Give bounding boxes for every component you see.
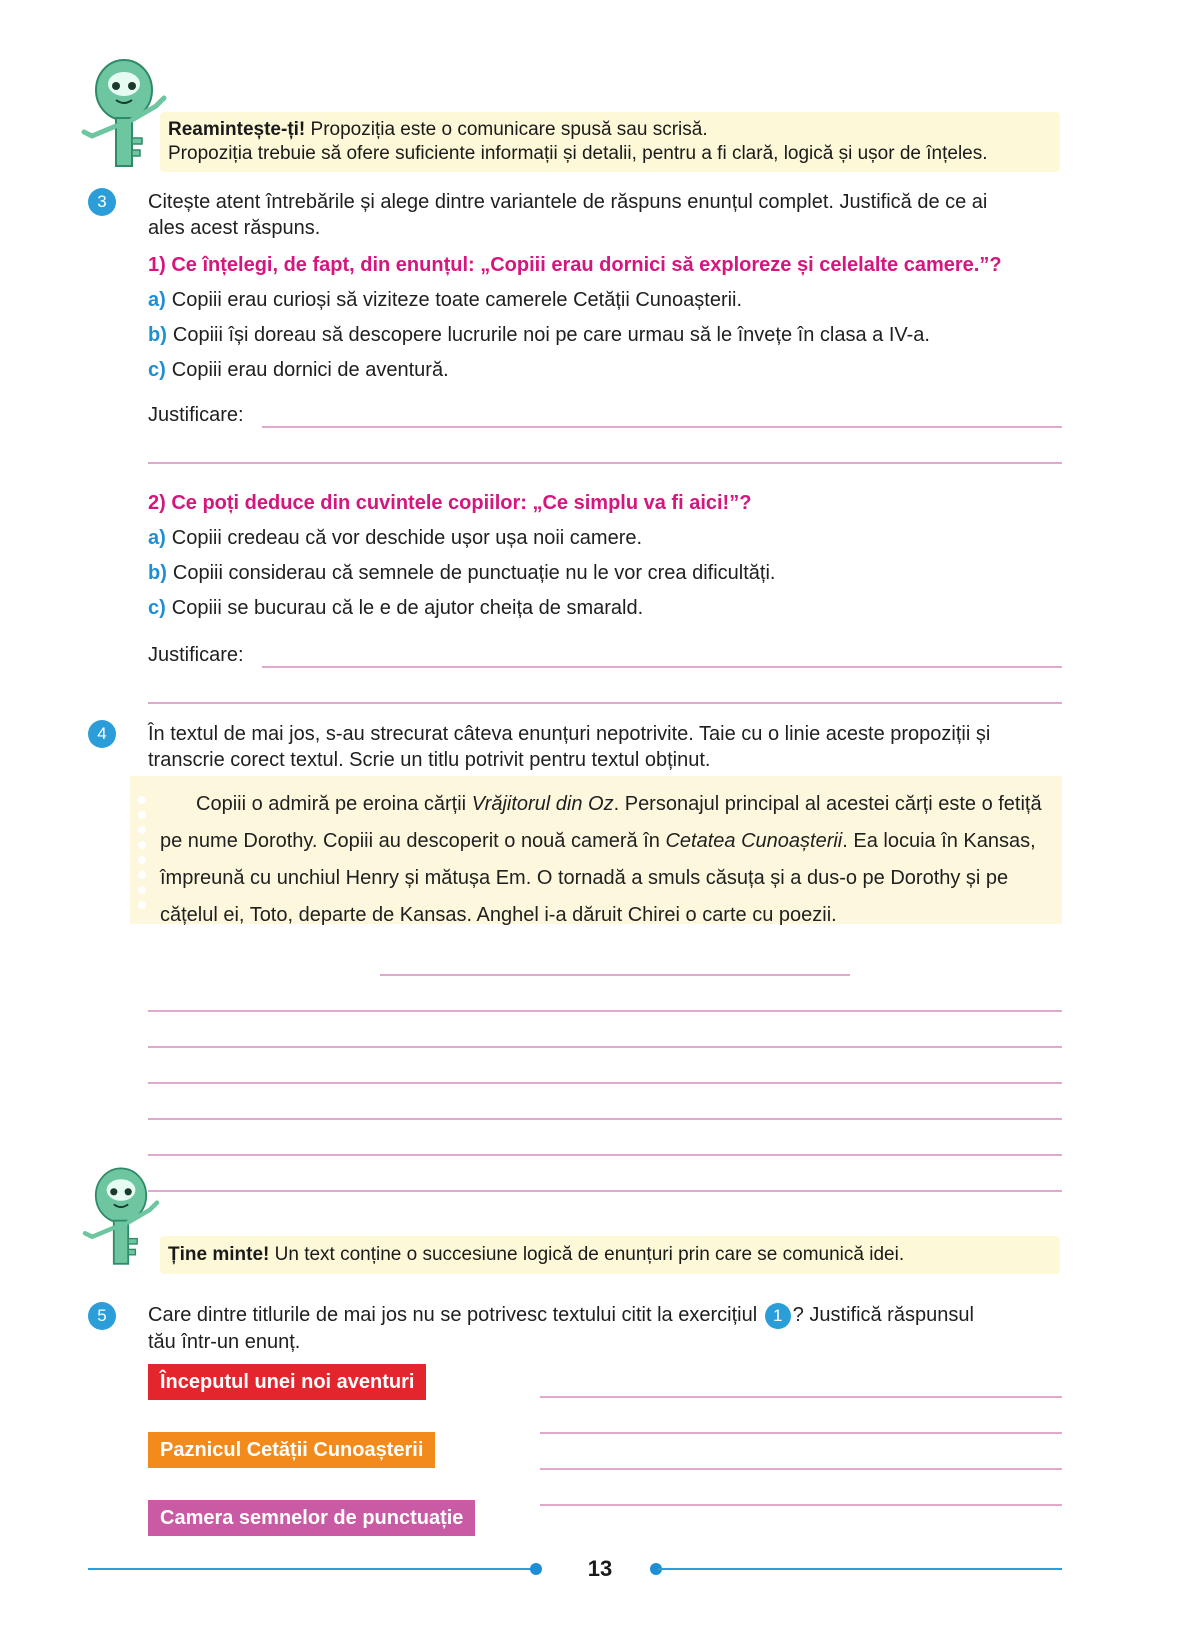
footer-rule-right [658, 1568, 1062, 1570]
justification-label-2: Justificare: [148, 644, 244, 666]
writing-line[interactable] [540, 1468, 1062, 1470]
writing-line[interactable] [540, 1504, 1062, 1506]
reminder-line2: Propoziția trebuie să ofere suficiente informații și detalii, pentru a fi clară, logică și ușor de înțeles. [168, 143, 988, 164]
exercise-5-number: 5 [88, 1302, 116, 1330]
writing-line[interactable] [262, 426, 1062, 428]
exercise-ref-number: 1 [765, 1303, 791, 1329]
option-2b[interactable]: b) Copiii considerau că semnele de punctuație nu le vor crea dificultăți. [148, 562, 776, 584]
title-option-1[interactable]: Începutul unei noi aventuri [148, 1364, 426, 1400]
remember-text: Un text conține o succesiune logică de enunțuri prin care se comunică idei. [274, 1244, 905, 1265]
writing-line[interactable] [148, 1118, 1062, 1120]
writing-line[interactable] [148, 1082, 1062, 1084]
title-option-3[interactable]: Camera semnelor de punctuație [148, 1500, 475, 1536]
decorative-dots [138, 796, 148, 916]
reminder-line1: Propoziția este o comunicare spusă sau scrisă. [310, 119, 708, 140]
writing-line[interactable] [148, 1190, 1062, 1192]
reminder-lead: Reamintește-ți! [168, 119, 306, 140]
exercise-4-number: 4 [88, 720, 116, 748]
option-1a[interactable]: a) Copiii erau curioși să viziteze toate camerele Cetății Cunoașterii. [148, 289, 743, 311]
key-mascot-icon [74, 54, 174, 174]
writing-line[interactable] [148, 1154, 1062, 1156]
title-writing-line[interactable] [380, 974, 850, 976]
exercise-4-text: Copiii o admiră pe eroina cărții Vrăjitorul din Oz. Personajul principal al acestei cărți este o fetiță pe nume Dorothy. Copiii au descoperit o nouă cameră în Cetatea Cunoașterii. Ea locuia în Kansas, împreună cu unchiul Henry și mătușa Em. O tornadă a smuls căsuța și a dus-o pe Dorothy și pe cățelul ei, Toto, departe de Kansas. Anghel i-a dăruit Chirei o carte cu poezii. [160, 793, 1042, 926]
option-2c[interactable]: c) Copiii se bucurau că le e de ajutor cheița de smarald. [148, 597, 644, 619]
exercise-4-text-box [130, 776, 1062, 924]
exercise-3-number: 3 [88, 188, 116, 216]
writing-line[interactable] [148, 462, 1062, 464]
remember-lead: Ține minte! [168, 1244, 270, 1265]
key-mascot-icon [76, 1162, 166, 1272]
option-2a[interactable]: a) Copiii credeau că vor deschide ușor ușa noii camere. [148, 527, 643, 549]
reminder-callout [160, 112, 1060, 172]
place-name: Cetatea Cunoașterii [665, 830, 843, 852]
exercise-5-instruction: Care dintre titlurile de mai jos nu se potrivesc textului citit la exercițiul 1 ? Justifică răspunsul tău într-un enunț. [148, 1304, 974, 1353]
footer-rule-left [88, 1568, 534, 1570]
option-1b[interactable]: b) Copiii își doreau să descopere lucrurile noi pe care urmau să le învețe în clasa a IV-a. [148, 324, 930, 346]
remember-callout [160, 1236, 1060, 1274]
writing-line[interactable] [148, 1010, 1062, 1012]
exercise-3-instruction: Citește atent întrebările și alege dintre variantele de răspuns enunțul complet. Justifică de ce ai ales acest răspuns. [148, 191, 988, 239]
exercise-3-question-1: 1) Ce înțelegi, de fapt, din enunțul: „Copiii erau dornici să exploreze și celelalte camere.”? [148, 254, 1002, 276]
exercise-4-instruction: În textul de mai jos, s-au strecurat câteva enunțuri nepotrivite. Taie cu o linie aceste propoziții și transcrie corect textul. Scrie un titlu potrivit pentru textul obținut. [148, 723, 991, 771]
book-title: Vrăjitorul din Oz [471, 793, 614, 815]
writing-line[interactable] [262, 666, 1062, 668]
title-option-2[interactable]: Paznicul Cetății Cunoașterii [148, 1432, 435, 1468]
page-number: 13 [587, 1556, 613, 1581]
option-1c[interactable]: c) Copiii erau dornici de aventură. [148, 359, 449, 381]
writing-line[interactable] [540, 1432, 1062, 1434]
writing-line[interactable] [148, 702, 1062, 704]
justification-label-1: Justificare: [148, 404, 244, 426]
footer-dot-left [530, 1563, 542, 1575]
exercise-3-question-2: 2) Ce poți deduce din cuvintele copiilor: „Ce simplu va fi aici!”? [148, 492, 752, 514]
writing-line[interactable] [540, 1396, 1062, 1398]
writing-line[interactable] [148, 1046, 1062, 1048]
